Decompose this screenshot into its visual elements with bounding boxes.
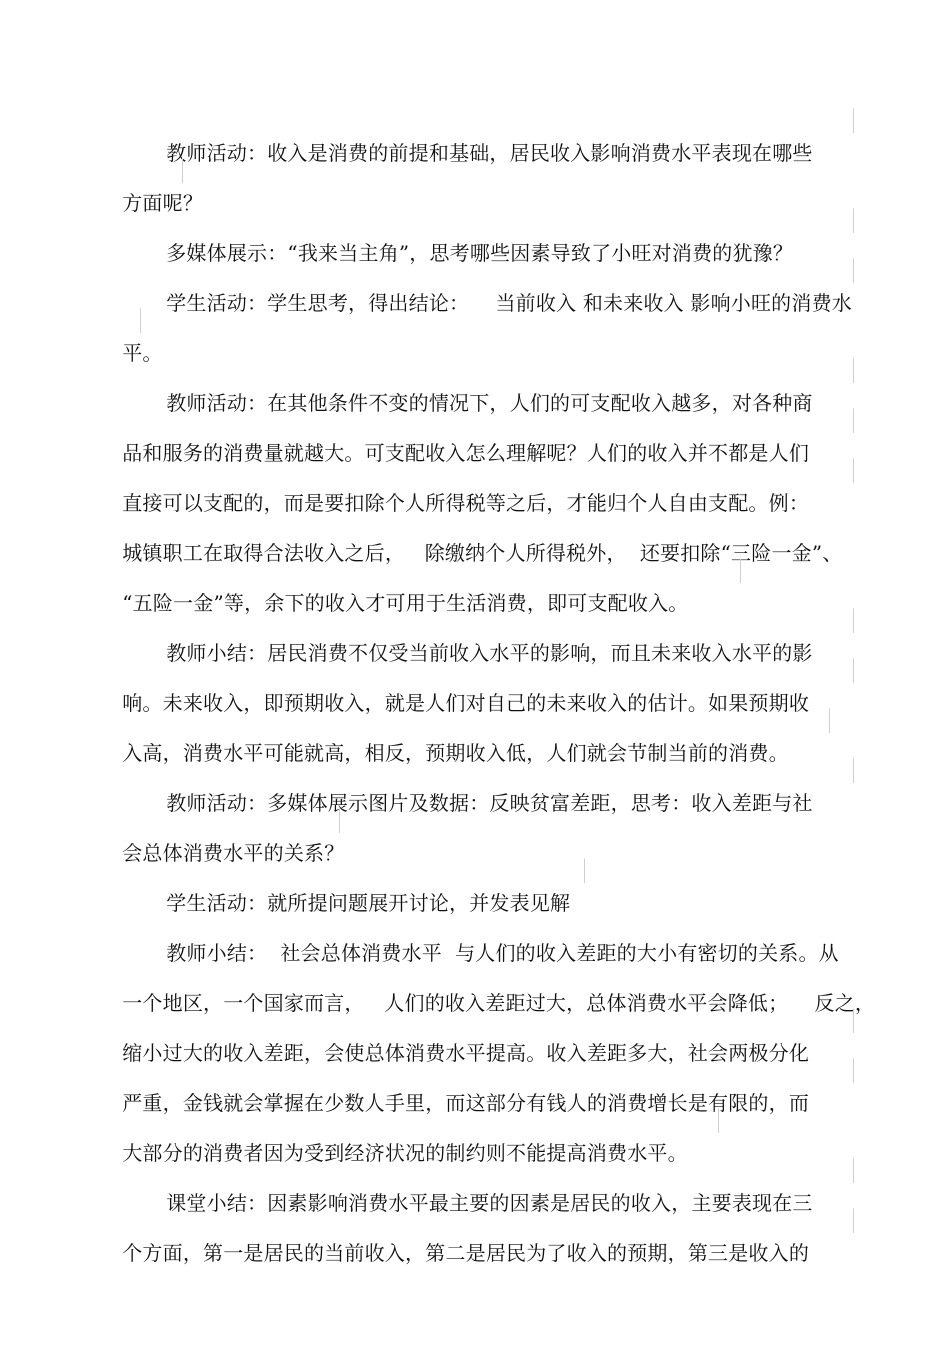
text-line [96, 358, 813, 415]
line-text: 品和服务的消费量就越大。可支配收入怎么理解呢？人们的收入并不都是人们 [122, 441, 810, 465]
line-edge-marker [853, 758, 854, 783]
line-edge-marker [853, 458, 854, 483]
text-line [96, 1008, 810, 1065]
text-line [96, 858, 571, 915]
text-line [96, 708, 789, 765]
text-line [96, 408, 810, 465]
line-text: 学生活动：就所提问题展开讨论，并发表见解 [166, 891, 571, 915]
line-text: 学生活动：学生思考，得出结论： 当前收入 和未来收入 影响小旺的消费水 [166, 291, 852, 315]
line-edge-marker [853, 358, 854, 383]
text-line [96, 458, 810, 515]
text-line [96, 258, 852, 315]
text-line [96, 1158, 813, 1215]
line-edge-marker [853, 208, 854, 233]
line-edge-marker [584, 858, 585, 883]
line-text: 个方面，第一是居民的当前收入，第二是居民为了收入的预期，第三是收入的 [122, 1241, 810, 1265]
line-edge-marker [718, 1108, 719, 1133]
line-text: 课堂小结：因素影响消费水平最主要的因素是居民的收入，主要表现在三 [166, 1191, 813, 1215]
line-text: 多媒体展示：“我来当主角”，思考哪些因素导致了小旺对消费的犹豫？ [166, 241, 794, 265]
line-edge-marker [853, 258, 854, 283]
line-edge-marker [853, 1058, 854, 1083]
line-text: 方面呢？ [122, 191, 204, 215]
line-edge-marker [853, 1208, 854, 1233]
line-text: 会总体消费水平的关系？ [122, 841, 345, 865]
line-text: 入高，消费水平可能就高，相反，预期收入低，人们就会节制当前的消费。 [122, 741, 789, 765]
line-edge-marker [853, 608, 854, 633]
line-edge-marker [140, 308, 141, 333]
text-line [96, 958, 876, 1015]
text-line [96, 308, 163, 365]
line-edge-marker [853, 408, 854, 433]
line-edge-marker [853, 1008, 854, 1033]
line-edge-marker [829, 708, 830, 733]
text-line [96, 608, 813, 665]
line-text: 教师活动：在其他条件不变的情况下，人们的可支配收入越多，对各种商 [166, 391, 813, 415]
text-line [96, 208, 794, 265]
text-line [96, 1108, 688, 1165]
line-edge-marker [853, 108, 854, 133]
line-text: 响。未来收入，即预期收入，就是人们对自己的未来收入的估计。如果预期收 [122, 691, 810, 715]
line-edge-marker [853, 1158, 854, 1183]
text-line [96, 908, 839, 965]
line-text: 大部分的消费者因为受到经济状况的制约则不能提高消费水平。 [122, 1141, 688, 1165]
text-line [96, 508, 843, 565]
text-line [96, 108, 813, 165]
line-text: 一个地区，一个国家而言， 人们的收入差距过大，总体消费水平会降低； 反之， [122, 991, 876, 1015]
text-line [96, 158, 204, 215]
line-text: 教师小结：居民消费不仅受当前收入水平的影响，而且未来收入水平的影 [166, 641, 813, 665]
text-line [96, 808, 345, 865]
line-edge-marker [339, 808, 340, 833]
line-text: 城镇职工在取得合法收入之后， 除缴纳个人所得税外， 还要扣除“三险一金”、 [122, 541, 843, 565]
line-edge-marker [740, 558, 741, 583]
text-line [96, 658, 810, 715]
line-text: 缩小过大的收入差距，会使总体消费水平提高。收入差距多大，社会两极分化 [122, 1041, 810, 1065]
text-line [96, 1058, 810, 1115]
text-line [96, 1208, 810, 1265]
line-text: 教师小结： 社会总体消费水平 与人们的收入差距的大小有密切的关系。从 [166, 941, 839, 965]
line-text: 教师活动：收入是消费的前提和基础，居民收入影响消费水平表现在哪些 [166, 141, 813, 165]
text-line [96, 558, 689, 615]
line-text: 平。 [122, 341, 163, 365]
line-text: 直接可以支配的，而是要扣除个人所得税等之后，才能归个人自由支配。例： [122, 491, 810, 515]
line-edge-marker [182, 158, 183, 183]
text-line [96, 758, 813, 815]
line-edge-marker [853, 658, 854, 683]
line-text: “五险一金”等，余下的收入才可用于生活消费，即可支配收入。 [122, 591, 689, 615]
line-text: 严重，金钱就会掌握在少数人手里，而这部分有钱人的消费增长是有限的，而 [122, 1091, 810, 1115]
line-text: 教师活动：多媒体展示图片及数据：反映贫富差距，思考：收入差距与社 [166, 791, 813, 815]
